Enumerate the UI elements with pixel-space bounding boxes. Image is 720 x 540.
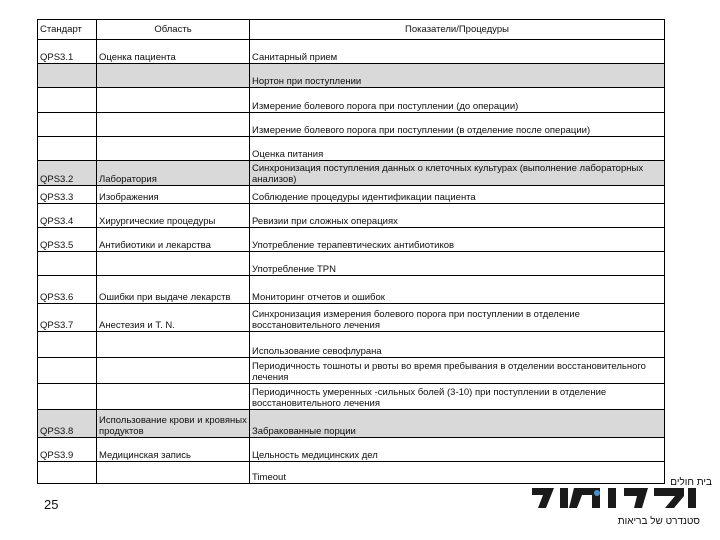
area-cell [97,358,250,384]
standard-cell [38,252,97,276]
table-row [38,252,665,276]
indicator-cell: Оценка питания [250,137,665,161]
table-row [38,40,665,64]
indicator-cell: Ревизии при сложных операциях [250,204,665,228]
area-cell: Антибиотики и лекарства [97,228,250,252]
area-cell: Оценка пациента [97,40,250,64]
indicator-cell: Соблюдение процедуры идентификации пациента [250,186,665,204]
area-cell [97,384,250,410]
table-header-row [38,20,665,40]
standard-cell [38,358,97,384]
standard-cell: QPS3.3 [38,186,97,204]
header-standard: Стандарт [38,20,97,40]
standard-cell [38,384,97,410]
page-number: 25 [44,497,59,512]
indicator-cell: Синхронизация поступления данных о клеточных культурах (выполнение лабораторных анализов) [250,161,665,186]
area-cell [97,252,250,276]
area-cell: Использование крови и кровяных продуктов [97,410,250,438]
standard-cell [38,462,97,484]
indicator-cell: Нортон при поступлении [250,64,665,88]
indicator-cell: Употребление терапевтических антибиотиков [250,228,665,252]
area-cell: Медицинская запись [97,438,250,462]
indicator-cell: Использование севофлурана [250,332,665,358]
indicator-cell: Измерение болевого порога при поступлении (в отделение после операции) [250,113,665,137]
area-cell [97,332,250,358]
indicator-cell: Периодичность тошноты и рвоты во время пребывания в отделении восстановительного лечения [250,358,665,384]
header-area: Область [97,20,250,40]
indicator-cell: Употребление TPN [250,252,665,276]
table-row [38,204,665,228]
area-cell: Лаборатория [97,161,250,186]
table-row [38,358,665,384]
area-cell: Анестезия и Т. N. [97,304,250,332]
table-row [38,304,665,332]
indicator-cell: Timeout [250,462,665,484]
indicator-cell: Санитарный прием [250,40,665,64]
standard-cell: QPS3.1 [38,40,97,64]
table-row [38,438,665,462]
table-row [38,384,665,410]
standard-cell: QPS3.2 [38,161,97,186]
indicator-cell: Забракованные порции [250,410,665,438]
indicator-cell: Цельность медицинских дел [250,438,665,462]
table-row [38,228,665,252]
table-row [38,462,665,484]
area-cell [97,113,250,137]
indicator-cell: Измерение болевого порога при поступлении (до операции) [250,88,665,113]
area-cell: Изображения [97,186,250,204]
standard-cell [38,64,97,88]
indicator-cell: Периодичность умеренных -сильных болей (3-10) при поступлении в отделение восстановительного лечения [250,384,665,410]
table-row [38,161,665,186]
procedures-table [37,19,665,484]
standard-cell [38,137,97,161]
table-row [38,113,665,137]
area-cell: Ошибки при выдаче лекарств [97,276,250,304]
area-cell [97,88,250,113]
indicator-cell: Синхронизация измерения болевого порога при поступлении в отделение восстановительного лечения [250,304,665,332]
table-row [38,186,665,204]
standard-cell: QPS3.9 [38,438,97,462]
standard-cell: QPS3.7 [38,304,97,332]
area-cell [97,137,250,161]
assuta-logo [528,484,708,512]
table-row [38,276,665,304]
table-row [38,64,665,88]
standard-cell: QPS3.5 [38,228,97,252]
area-cell: Хирургические процедуры [97,204,250,228]
header-indicators: Показатели/Процедуры [250,20,665,40]
area-cell [97,64,250,88]
table-row [38,137,665,161]
standard-cell: QPS3.4 [38,204,97,228]
table-row [38,332,665,358]
standard-cell [38,332,97,358]
indicator-cell: Мониторинг отчетов и ошибок [250,276,665,304]
area-cell [97,462,250,484]
table-row [38,88,665,113]
standard-cell: QPS3.8 [38,410,97,438]
standard-cell: QPS3.6 [38,276,97,304]
standard-cell [38,113,97,137]
logo-hospital-text: בית חולים [670,477,712,488]
table-row [38,410,665,438]
logo-tagline: סטנדרט של בריאות [617,516,700,527]
standard-cell [38,88,97,113]
